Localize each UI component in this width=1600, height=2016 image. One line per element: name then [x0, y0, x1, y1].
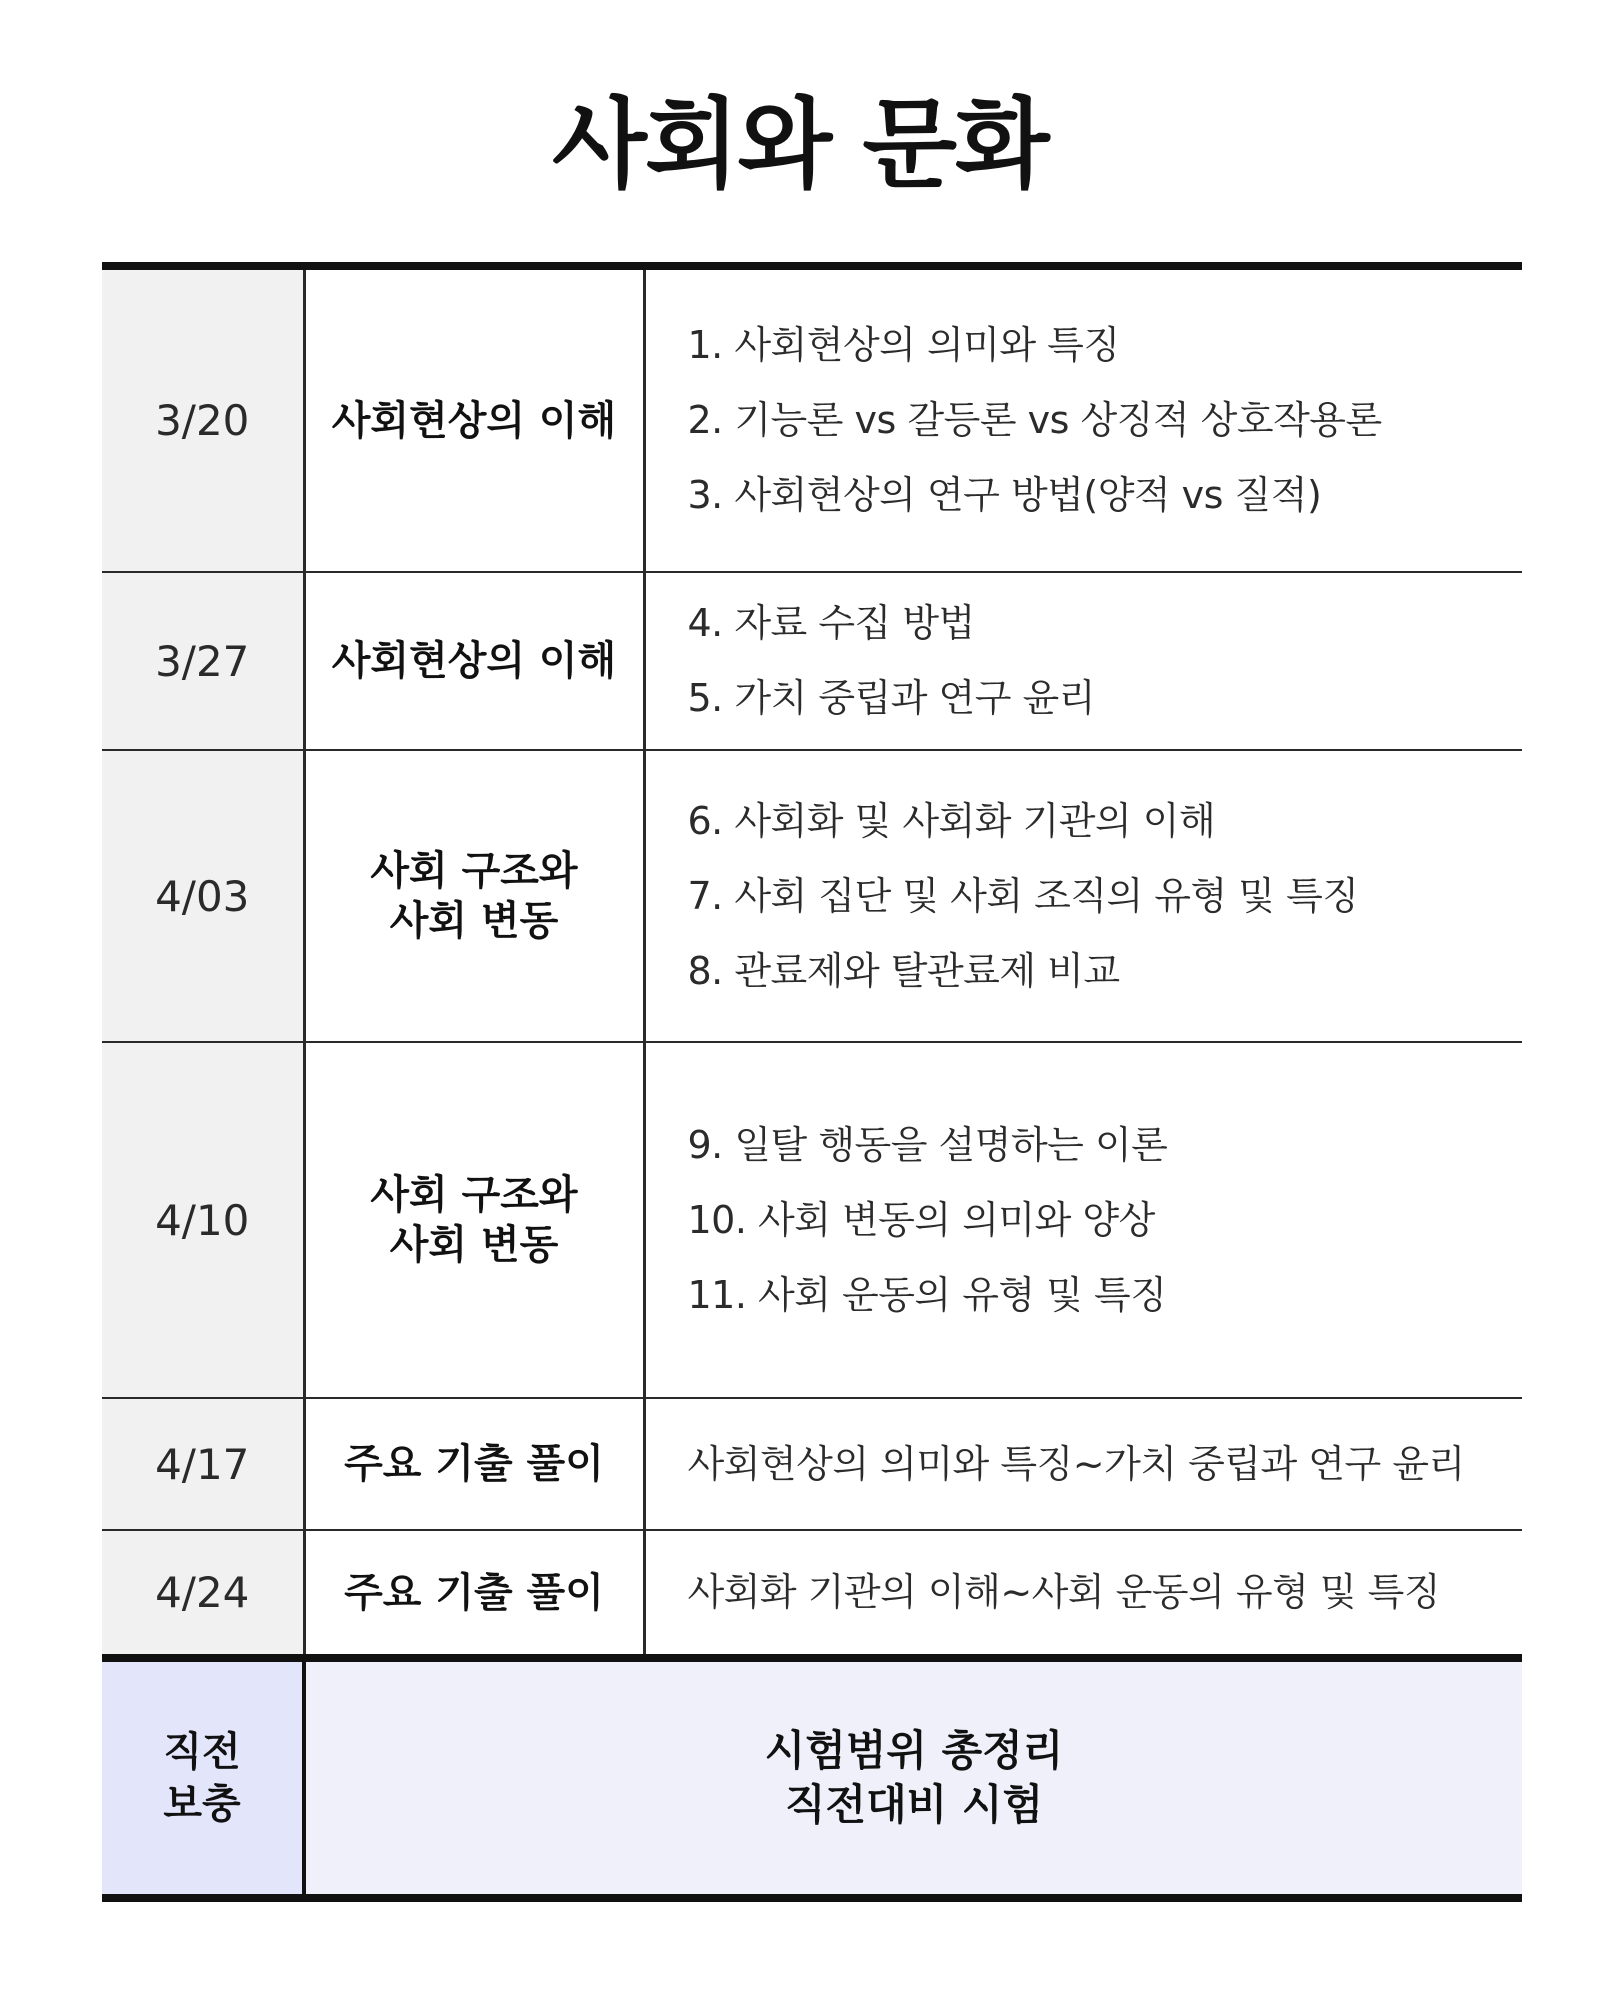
- detail-item: 1. 사회현상의 의미와 특징: [687, 323, 1120, 367]
- session-details: [644, 1398, 1522, 1530]
- schedule-row: [102, 1042, 1522, 1398]
- detail-item: 8. 관료제와 탈관료제 비교: [687, 948, 1120, 993]
- detail-item: 7. 사회 집단 및 사회 조직의 유형 및 특징: [687, 873, 1359, 918]
- detail-item: 6. 사회화 및 사회화 기관의 이해: [687, 798, 1216, 843]
- review-row: [102, 1658, 1522, 1898]
- detail-item: 5. 가치 중립과 연구 윤리: [687, 676, 1095, 720]
- session-date: 4/10: [102, 1042, 304, 1398]
- session-topic: [304, 750, 644, 1042]
- review-label-line: 직전: [163, 1729, 241, 1775]
- session-date: 4/17: [102, 1398, 304, 1530]
- session-topic: [304, 572, 644, 750]
- session-topic-line: 사회 구조와: [370, 848, 578, 894]
- session-date: 4/24: [102, 1530, 304, 1658]
- detail-item: 4. 자료 수집 방법: [687, 601, 975, 645]
- session-topic-line: 사회 구조와: [370, 1172, 578, 1218]
- session-details: [644, 266, 1522, 572]
- session-topic-line: 사회 변동: [389, 1222, 559, 1268]
- session-topic-line: 주요 기출 풀이: [344, 1441, 604, 1487]
- session-details: [644, 1530, 1522, 1658]
- schedule-row: [102, 750, 1522, 1042]
- detail-item: 사회화 기관의 이해~사회 운동의 유형 및 특징: [687, 1570, 1441, 1614]
- detail-item: 3. 사회현상의 연구 방법(양적 vs 질적): [687, 473, 1322, 517]
- session-date: 4/03: [102, 750, 304, 1042]
- schedule-row: [102, 266, 1522, 572]
- detail-item: 11. 사회 운동의 유형 및 특징: [687, 1272, 1167, 1317]
- review-summary-line: 직전대비 시험: [784, 1780, 1044, 1829]
- schedule-row: [102, 1398, 1522, 1530]
- review-label-line: 보충: [163, 1781, 241, 1827]
- detail-item: 사회현상의 의미와 특징~가치 중립과 연구 윤리: [687, 1441, 1465, 1486]
- detail-item: 2. 기능론 vs 갈등론 vs 상징적 상호작용론: [687, 398, 1382, 442]
- schedule-row: [102, 1530, 1522, 1658]
- session-details: [644, 750, 1522, 1042]
- session-date: 3/27: [102, 572, 304, 750]
- page-title: 사회와 문화: [552, 88, 1048, 202]
- session-topic-line: 사회현상의 이해: [331, 397, 617, 444]
- review-summary: [304, 1658, 1522, 1898]
- session-topic-line: 주요 기출 풀이: [344, 1569, 604, 1616]
- session-details: [644, 572, 1522, 750]
- schedule-table: [102, 262, 1522, 1902]
- detail-item: 10. 사회 변동의 의미와 양상: [687, 1197, 1155, 1242]
- review-summary-line: 시험범위 총정리: [764, 1726, 1064, 1776]
- schedule-row: [102, 572, 1522, 750]
- session-topic-line: 사회 변동: [389, 898, 559, 944]
- detail-item: 9. 일탈 행동을 설명하는 이론: [687, 1122, 1168, 1167]
- session-details: [644, 1042, 1522, 1398]
- session-topic: [304, 1042, 644, 1398]
- session-topic: [304, 1398, 644, 1530]
- session-topic: [304, 1530, 644, 1658]
- session-date: 3/20: [102, 266, 304, 572]
- session-topic-line: 사회현상의 이해: [331, 638, 617, 684]
- review-label: [102, 1658, 304, 1898]
- session-topic: [304, 266, 644, 572]
